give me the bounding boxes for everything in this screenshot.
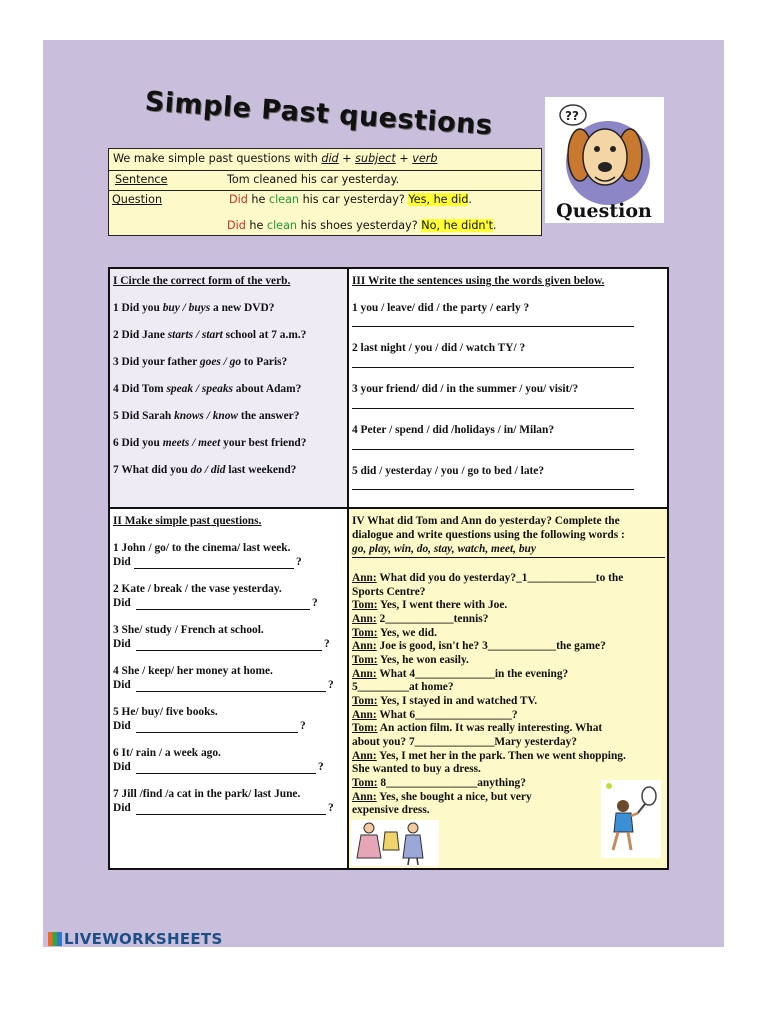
- svg-text:??: ??: [565, 109, 579, 123]
- section1-heading: I Circle the correct form of the verb.: [113, 275, 291, 287]
- tennis-player-illustration: [601, 780, 661, 858]
- dialogue-line[interactable]: Ann: What did you do yesterday?_1____________to the: [352, 572, 624, 584]
- answer-line[interactable]: [136, 773, 316, 774]
- liveworksheets-icon: [48, 932, 62, 946]
- section3-heading: III Write the sentences using the words given below.: [352, 275, 605, 287]
- did-label: Did: [113, 761, 131, 773]
- list-item[interactable]: 5 Did Sarah knows / know the answer?: [113, 410, 300, 422]
- list-item: 3 She/ study / French at school.: [113, 624, 264, 636]
- did-label: Did: [113, 597, 131, 609]
- answer-line[interactable]: [136, 691, 326, 692]
- question-example-1: Did he clean his car yesterday? Yes, he did.: [229, 193, 472, 206]
- did-label: Did: [113, 720, 131, 732]
- question-logo-text: Question: [556, 200, 652, 222]
- list-item[interactable]: 2 Did Jane starts / start school at 7 a.m.?: [113, 329, 307, 341]
- liveworksheets-logo: [48, 930, 223, 948]
- question-mark: ?: [296, 556, 302, 568]
- shopping-girls-illustration: [351, 820, 439, 866]
- sentence-label: Sentence: [115, 173, 168, 186]
- dialogue-line[interactable]: 5_________at home?: [352, 681, 454, 693]
- list-item: 2 Kate / break / the vase yesterday.: [113, 583, 282, 595]
- answer-line[interactable]: [136, 732, 298, 733]
- answer-line[interactable]: [352, 408, 634, 409]
- dialogue-line: Tom: An action film. It was really interesting. What: [352, 722, 603, 734]
- did-label: Did: [113, 638, 131, 650]
- question-mark: ?: [328, 802, 334, 814]
- list-item: 1 John / go/ to the cinema/ last week.: [113, 542, 291, 554]
- question-dog-illustration: [545, 97, 664, 223]
- dialogue-line[interactable]: Tom: 8________________anything?: [352, 777, 526, 789]
- dialogue-line[interactable]: about you? 7______________Mary yesterday?: [352, 736, 577, 748]
- dialogue-line: Tom: Yes, I stayed in and watched TV.: [352, 695, 538, 707]
- word-bank-rule: [352, 557, 665, 558]
- question-mark: ?: [328, 679, 334, 691]
- section-dialogue: [349, 509, 667, 868]
- dialogue-line[interactable]: Ann: Joe is good, isn't he? 3____________the game?: [352, 640, 606, 652]
- dialogue-line: Tom: Yes, we did.: [352, 627, 437, 639]
- dialogue-line[interactable]: Ann: 2____________tennis?: [352, 613, 489, 625]
- list-item: 7 Jill /find /a cat in the park/ last June.: [113, 788, 301, 800]
- dialogue-line: expensive dress.: [352, 804, 430, 816]
- dialogue-line: Ann: Yes, I met her in the park. Then we went shopping.: [352, 750, 626, 762]
- brand-name: LIVEWORKSHEETS: [64, 930, 223, 948]
- dialogue-line: Ann: Yes, she bought a nice, but very: [352, 791, 532, 803]
- dialogue-line: Sports Centre?: [352, 586, 426, 598]
- list-item: 3 your friend/ did / in the summer / you/ visit/?: [352, 383, 579, 395]
- section4-heading-2: dialogue and write questions using the following words :: [352, 529, 625, 541]
- answer-line[interactable]: [352, 367, 634, 368]
- list-item: 4 She / keep/ her money at home.: [113, 665, 273, 677]
- did-label: Did: [113, 556, 131, 568]
- answer-line[interactable]: [352, 449, 634, 450]
- dialogue-line[interactable]: Ann: What 4______________in the evening?: [352, 668, 569, 680]
- section-write-sentences: [349, 269, 667, 509]
- list-item[interactable]: 7 What did you do / did last weekend?: [113, 464, 297, 476]
- question-mark: ?: [318, 761, 324, 773]
- dialogue-line[interactable]: Ann: What 6_________________?: [352, 709, 518, 721]
- list-item: 6 It/ rain / a week ago.: [113, 747, 221, 759]
- word-bank: go, play, win, do, stay, watch, meet, buy: [352, 543, 536, 555]
- dialogue-line: Tom: Yes, he won easily.: [352, 654, 469, 666]
- question-mark: ?: [324, 638, 330, 650]
- answer-line[interactable]: [352, 489, 634, 490]
- rule-intro-text: We make simple past questions with did + subject + verb: [113, 152, 438, 165]
- question-mark: ?: [300, 720, 306, 732]
- rule-row-intro: [109, 149, 541, 171]
- list-item: 4 Peter / spend / did /holidays / in/ Milan?: [352, 424, 555, 436]
- section2-heading: II Make simple past questions.: [113, 515, 262, 527]
- page-title: Simple Past questions: [143, 86, 494, 142]
- list-item: 5 He/ buy/ five books.: [113, 706, 218, 718]
- list-item[interactable]: 1 Did you buy / buys a new DVD?: [113, 302, 275, 314]
- answer-line[interactable]: [134, 568, 294, 569]
- section4-heading-1: IV What did Tom and Ann do yesterday? Complete the: [352, 515, 620, 527]
- list-item: 2 last night / you / did / watch TY/ ?: [352, 342, 526, 354]
- rule-box: [108, 148, 542, 236]
- list-item[interactable]: 3 Did your father goes / go to Paris?: [113, 356, 288, 368]
- did-label: Did: [113, 802, 131, 814]
- answer-line[interactable]: [352, 326, 634, 327]
- question-example-2: Did he clean his shoes yesterday? No, he didn't.: [227, 219, 497, 232]
- answer-line[interactable]: [136, 814, 326, 815]
- list-item[interactable]: 4 Did Tom speak / speaks about Adam?: [113, 383, 302, 395]
- rule-row-sentence: [109, 170, 541, 191]
- list-item: 5 did / yesterday / you / go to bed / late?: [352, 465, 545, 477]
- list-item[interactable]: 6 Did you meets / meet your best friend?: [113, 437, 307, 449]
- list-item: 1 you / leave/ did / the party / early ?: [352, 302, 530, 314]
- sentence-example: Tom cleaned his car yesterday.: [227, 173, 400, 186]
- section-circle-verb: [110, 269, 349, 509]
- dialogue-line: Tom: Yes, I went there with Joe.: [352, 599, 508, 611]
- question-mark: ?: [312, 597, 318, 609]
- did-label: Did: [113, 679, 131, 691]
- dialogue-line: She wanted to buy a dress.: [352, 763, 481, 775]
- exercise-grid: [108, 267, 669, 870]
- answer-line[interactable]: [136, 609, 310, 610]
- answer-line[interactable]: [136, 650, 322, 651]
- section-make-questions: [110, 509, 349, 868]
- question-label: Question: [112, 193, 163, 206]
